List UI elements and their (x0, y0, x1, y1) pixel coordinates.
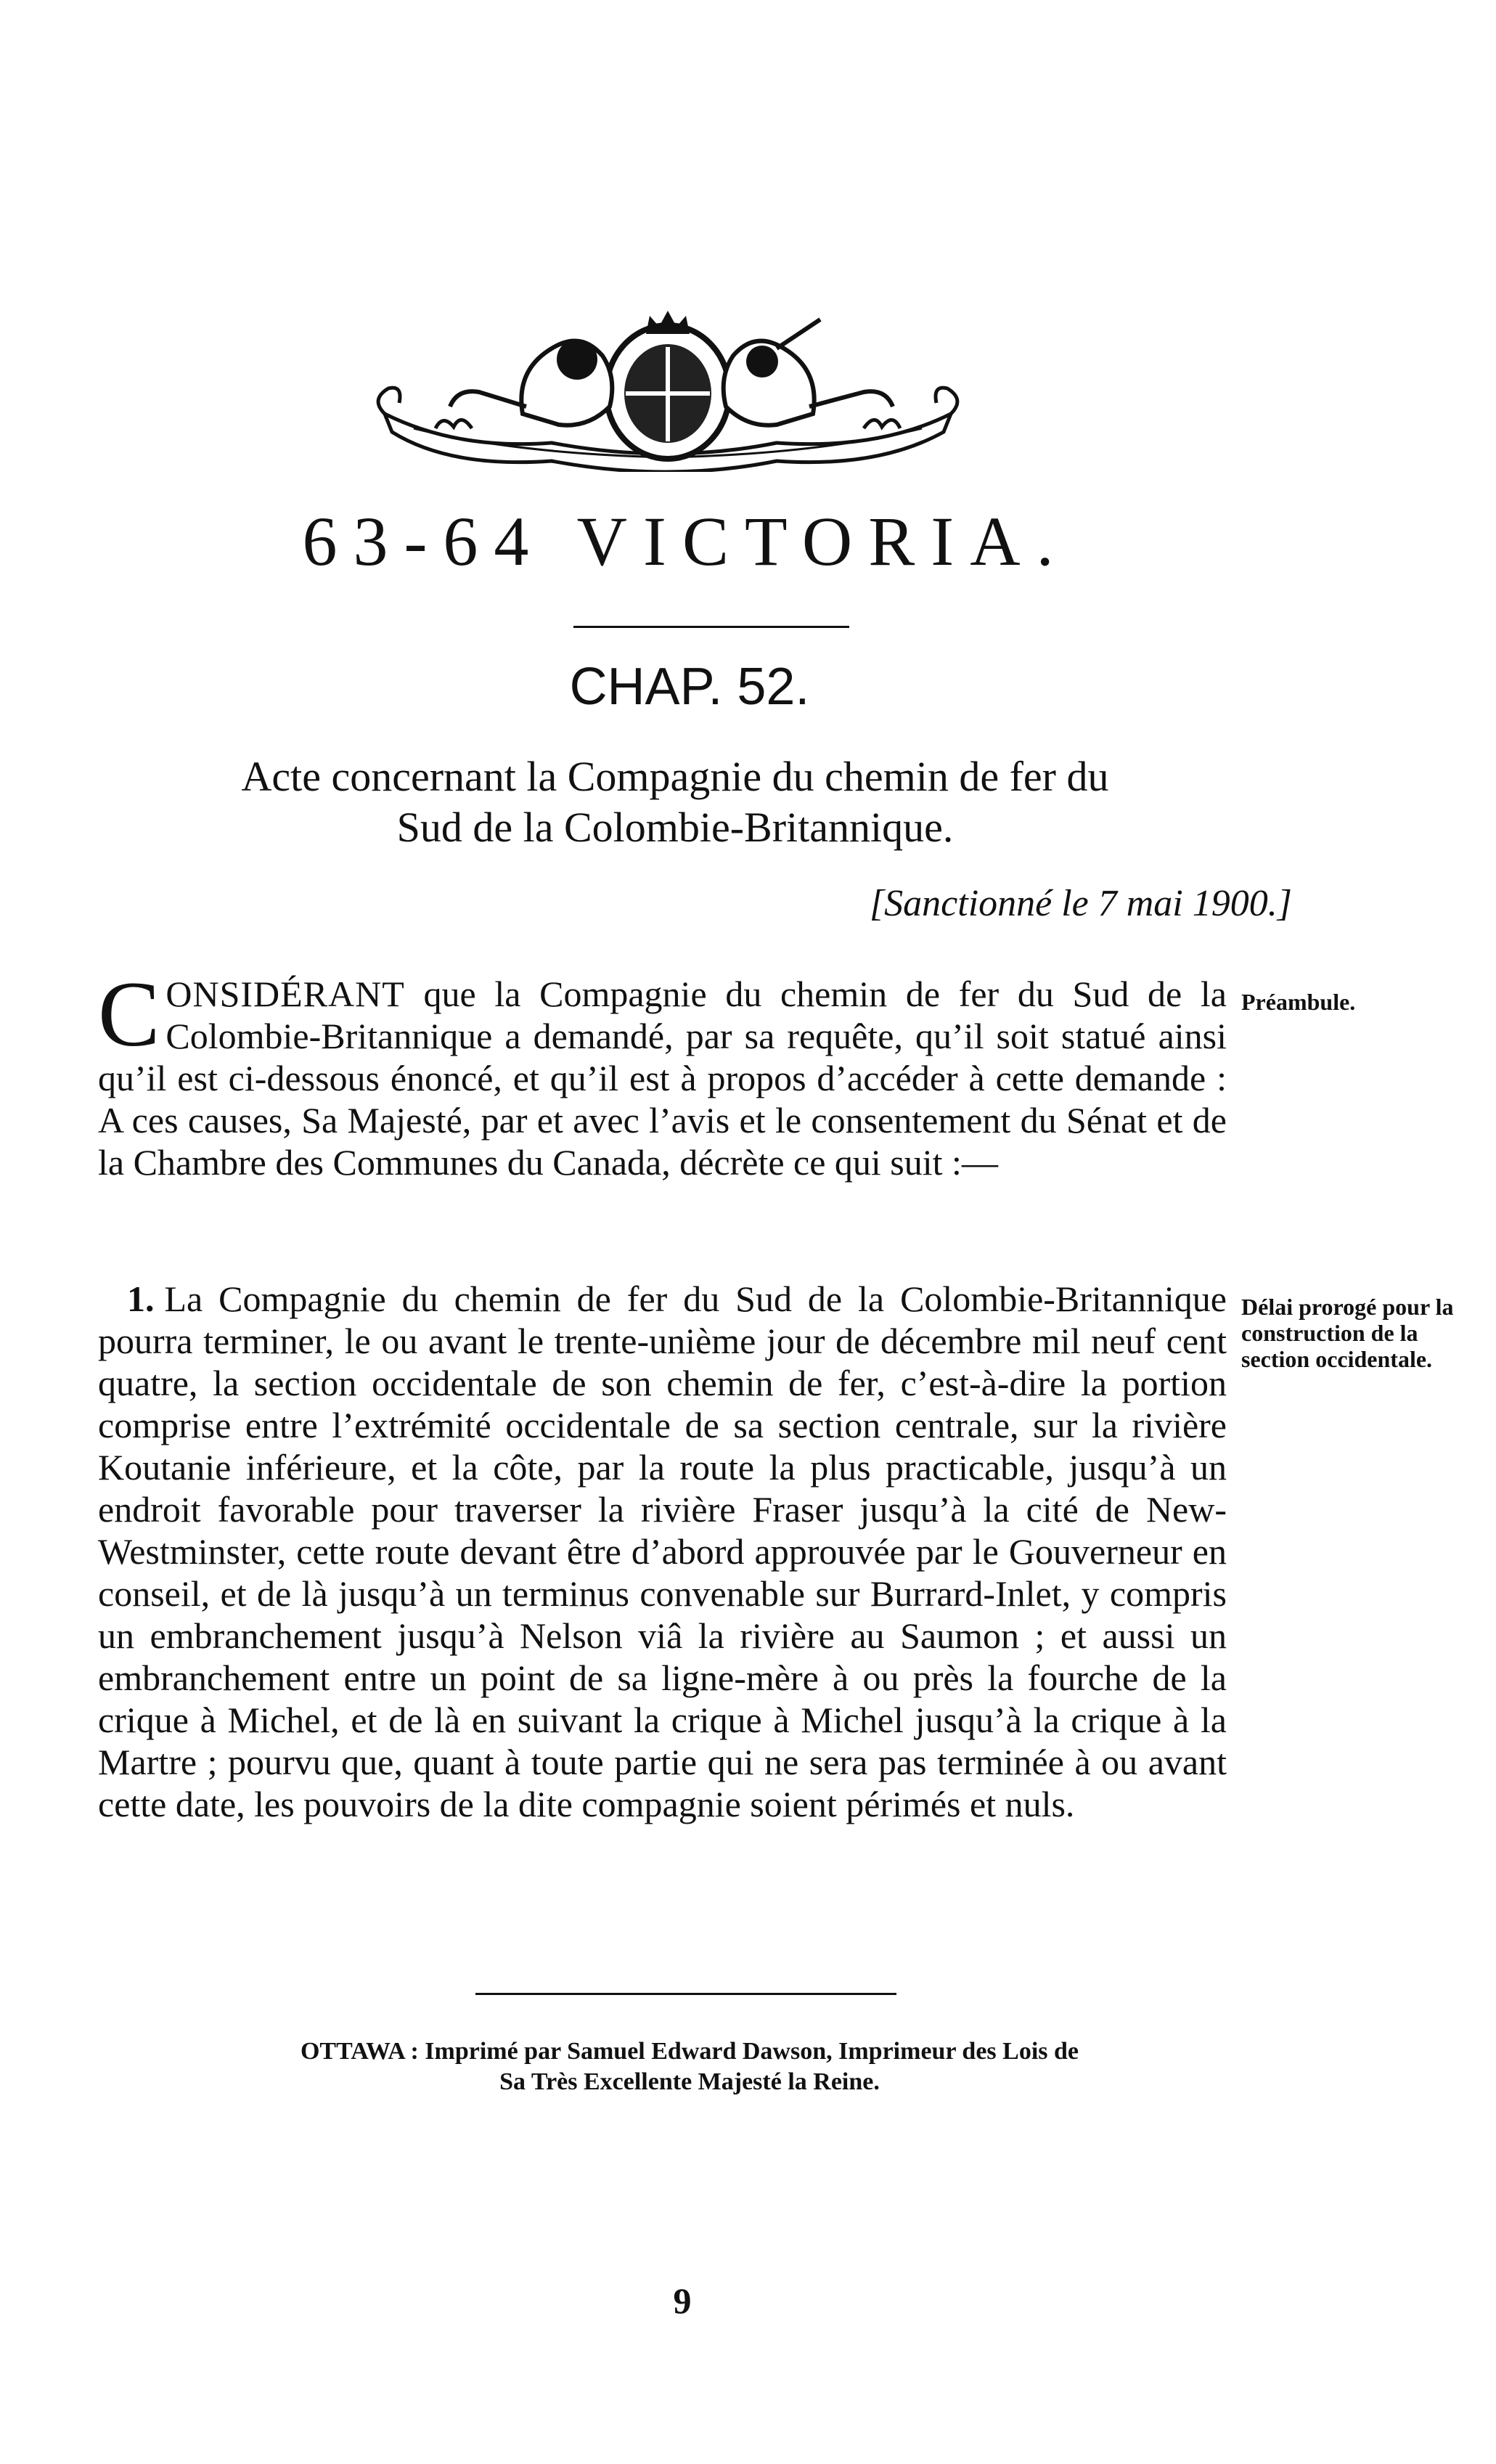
section-1-number: 1. (127, 1278, 155, 1319)
imprint-line-2: Sa Très Excellente Majesté la Reine. (499, 2068, 880, 2095)
sanction-date: [Sanctionné le 7 mai 1900.] (869, 883, 1292, 924)
printer-imprint (87, 2036, 1292, 2097)
section-1 (98, 1278, 1227, 1825)
reign-title: 63-64 VICTORIA. (302, 502, 1070, 580)
preamble-text: que la Compagnie du chemin de fer du Sud de la Colombie-Britannique a demandé, par sa requête, qu’il soit statué ainsi qu’il est ci-dessous énoncé, et qu’il est à propos d’accéder à cette demande : A ces causes, Sa Majesté, par et avec l’avis et le consentement du Sénat et de la Chambre des Communes du Canada, décrète ce qui suit :— (98, 974, 1227, 1183)
footer-divider (475, 1993, 896, 1995)
preamble-lead-word: ONSIDÉRANT (165, 974, 405, 1014)
imprint-line-1: OTTAWA : Imprimé par Samuel Edward Dawson, Imprimeur des Lois de (300, 2038, 1079, 2065)
margin-note-preamble: Préambule. (1241, 989, 1356, 1015)
royal-coat-of-arms-icon (370, 305, 965, 472)
page-number: 9 (673, 2280, 692, 2321)
section-1-paragraph (98, 1278, 1227, 1825)
preamble-dropcap: C (98, 963, 160, 1066)
chapter-number: CHAP. 52. (569, 658, 810, 716)
title-divider (573, 626, 849, 628)
act-title (87, 751, 1263, 853)
act-title-line-1: Acte concernant la Compagnie du chemin de fer du (241, 753, 1109, 800)
preamble-paragraph (98, 963, 1227, 1183)
margin-note-section-1: Délai prorogé pour la construction de la section occidentale. (1241, 1294, 1454, 1372)
section-1-text: La Compagnie du chemin de fer du Sud de la Colombie-Britannique pourra terminer, le ou avant le trente-unième jour de décembre mil neuf cent quatre, la section occidentale de son chemin de fer, c’est-à-dire la portion comprise entre l’extrémité occidentale de sa section centrale, sur la rivière Koutanie inférieure, et la côte, par la route la plus practicable, jusqu’à un endroit favorable pour traverser la rivière Fraser jusqu’à la cité de New-Westminster, cette route devant être d’abord approuvée par le Gouverneur en conseil, et de là jusqu’à un terminus convenable sur Burrard-Inlet, y compris un embranchement jusqu’à Nelson viâ la rivière au Saumon ; et aussi un embranchement entre un point de sa ligne-mère à ou près la fourche de la crique à Michel, et de là en suivant la crique à Michel jusqu’à la crique à la Martre ; pourvu que, quant à toute partie qui ne sera pas terminée à ou avant cette date, les pouvoirs de la dite compagnie soient périmés et nuls. (98, 1278, 1227, 1824)
act-title-line-2: Sud de la Colombie-Britannique. (396, 804, 954, 851)
